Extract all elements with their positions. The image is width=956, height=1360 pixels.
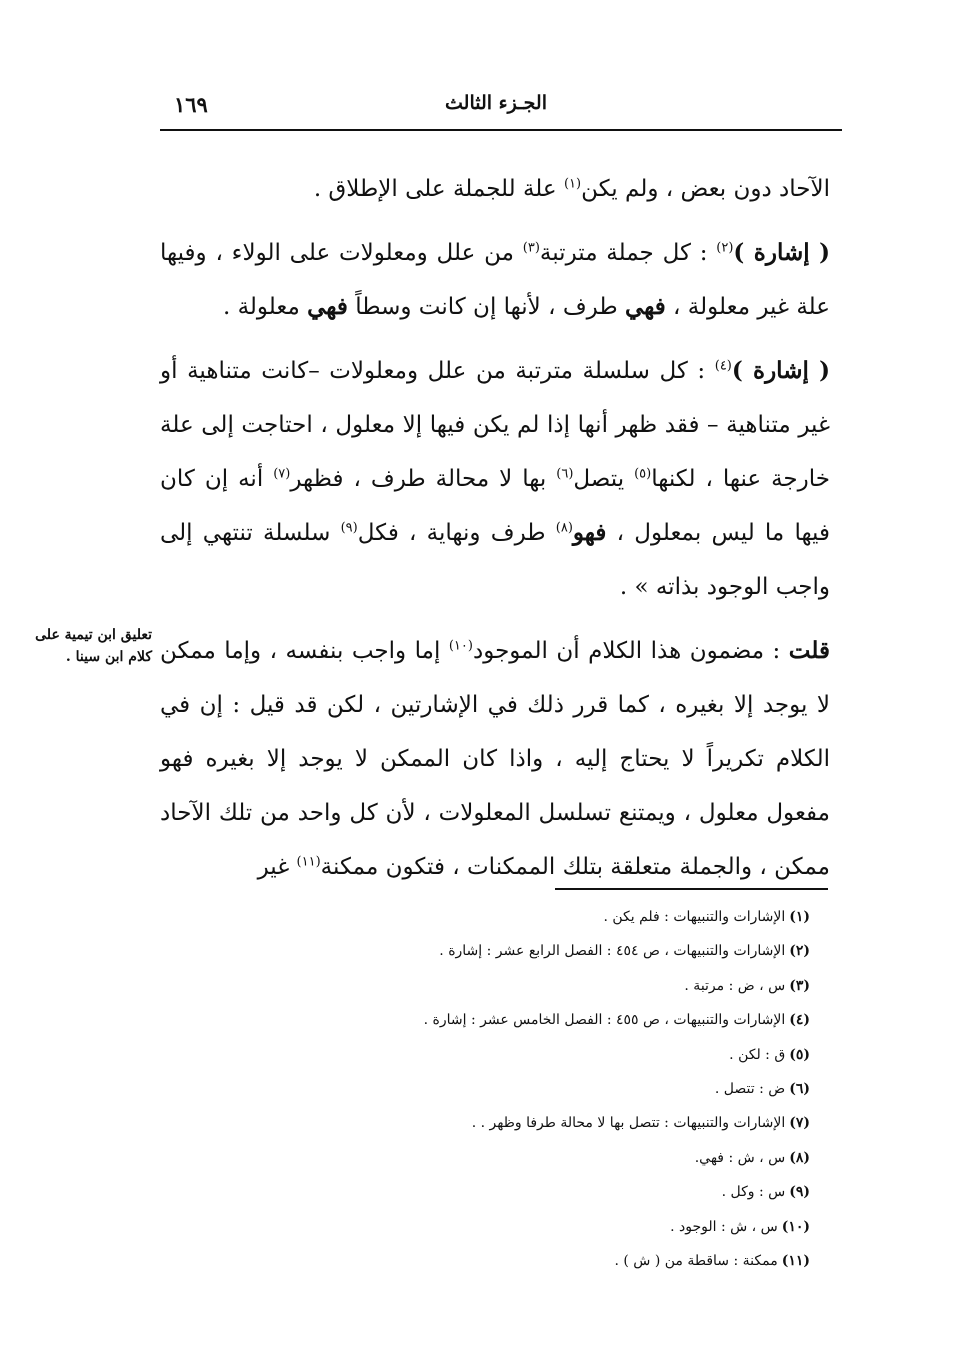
footnote-ref: (١)	[563, 176, 582, 192]
footnote	[300, 1244, 810, 1278]
footnote-ref: (٧)	[273, 466, 291, 482]
paragraph-2	[160, 226, 830, 334]
main-text	[160, 162, 830, 894]
text: يتصل	[573, 466, 635, 492]
text: سلسلة تنتهي إلى واجب الوجود بذاته » .	[160, 520, 830, 600]
chapter-title: الجـزء الثالث	[445, 92, 547, 114]
page-header	[160, 88, 832, 128]
footnote-ref: (٨)	[555, 520, 573, 536]
footnote	[300, 1175, 810, 1209]
text: : كل جملة مترتبة	[539, 240, 717, 266]
footnote-ref: (١١)	[296, 854, 321, 870]
footnote-number: (٦)	[789, 1081, 810, 1098]
footnote-number: (٣)	[789, 977, 810, 994]
footnote-number: (١١)	[781, 1253, 810, 1270]
paragraph-4	[160, 624, 830, 894]
footnote-ref: (٣)	[522, 240, 540, 256]
text: طرف ونهاية ، فكل	[357, 520, 556, 546]
footnote-ref: (٦)	[556, 466, 574, 482]
footnote-text: س : وكل .	[721, 1184, 786, 1201]
footnote-ref: (٢)	[716, 240, 734, 256]
footnote	[300, 900, 810, 934]
footnotes	[300, 900, 810, 1278]
footnote-number: (٤)	[789, 1012, 810, 1029]
footnote-ref: (٥)	[634, 466, 652, 482]
footnote-text: الإشارات والتنبيهات : تتصل بها لا محالة طرفا وظهر . .	[471, 1115, 786, 1132]
footnote-rule	[555, 888, 828, 890]
footnote-text: س ، ض : مرتبة .	[684, 977, 786, 994]
text: بها لا محالة طرف ، فظهر	[290, 466, 557, 492]
footnote-number: (٧)	[789, 1115, 810, 1132]
footnote-number: (١)	[789, 909, 810, 925]
footnote	[300, 1038, 810, 1072]
footnote-ref: (٤)	[714, 358, 732, 374]
text: : مضمون هذا الكلام أن الموجود	[472, 638, 789, 664]
footnote-text: الإشارات والتنبيهات : فلم يكن .	[603, 909, 786, 925]
margin-note: تعليق ابن تيمية على كلام ابن سينا .	[35, 627, 152, 665]
text: غير	[257, 854, 297, 880]
paragraph-3	[160, 344, 830, 614]
paragraph-1	[160, 162, 830, 216]
footnote	[300, 1106, 810, 1140]
footnote-text: س ، ش : فهي.	[694, 1149, 786, 1166]
footnote	[300, 1003, 810, 1037]
emphasis: فهو	[572, 519, 607, 546]
text: طرف ، لأنها إن كانت وسطاً	[347, 294, 625, 320]
text: : كل سلسلة مترتبة من علل ومعلولات –كانت متناهية أو غير متناهية – فقد ظهر أنها إذا لم يكن فيها إلا معلول ، احتاجت إلى علة خارجة عنها ، لكنها	[160, 358, 830, 492]
emphasis: فهي	[624, 293, 666, 320]
text: إما واجب بنفسه ، وإما ممكن لا يوجد إلا بغيره ، كما قرر ذلك في الإشارتين ، لكن قد قيل : إن في الكلام تكريراً لا يحتاج إليه ، واذا كان الممكن لا يوجد إلا بغيره فهو مفعول معلول ، ويمتنع تسلسل المعلولات ، لأن كل واحد من تلك الآحاد ممكن ، والجملة متعلقة بتلك الممكنات ، فتكون ممكنة	[160, 638, 830, 880]
paragraph-label: ( إشارة )	[733, 239, 830, 266]
footnote-number: (٨)	[789, 1149, 810, 1166]
text: أنه إن كان فيها ما ليس بمعلول ،	[160, 466, 830, 546]
footnote	[300, 934, 810, 968]
text: معلولة .	[222, 294, 308, 320]
footnote-ref: (٩)	[340, 520, 358, 536]
text: علة للجملة على الإطلاق .	[313, 176, 564, 202]
text: من علل ومعلولات على الولاء ، وفيها علة غير معلولة ،	[160, 240, 830, 320]
footnote-text: ق : لكن .	[729, 1046, 786, 1063]
paragraph-label: قلت	[788, 637, 830, 664]
footnote-number: (٢)	[789, 943, 810, 960]
footnote	[300, 969, 810, 1003]
footnote-text: ممكنة : ساقطة من ( ش ) .	[614, 1253, 778, 1270]
footnote	[300, 1210, 810, 1244]
footnote-text: الإشارات والتنبيهات ، ص ٤٥٤ : الفصل الرابع عشر : إشارة .	[439, 943, 786, 960]
footnote	[300, 1141, 810, 1175]
text: الآحاد دون بعض ، ولم يكن	[581, 176, 830, 202]
emphasis: فهي	[307, 293, 348, 320]
footnote-number: (٩)	[789, 1184, 810, 1201]
footnote-ref: (١٠)	[448, 638, 473, 654]
page-number: ١٦٩	[174, 92, 208, 117]
footnote-text: ض : تتصل .	[714, 1081, 786, 1098]
paragraph-label: ( إشارة )	[731, 357, 831, 384]
header-rule	[160, 129, 842, 131]
footnote-text: س ، ش : الوجود .	[670, 1218, 778, 1235]
footnote-number: (٥)	[789, 1046, 810, 1063]
footnote-text: الإشارات والتنبيهات ، ص ٤٥٥ : الفصل الخامس عشر : إشارة .	[423, 1012, 786, 1029]
footnote-number: (١٠)	[781, 1218, 810, 1235]
footnote	[300, 1072, 810, 1106]
